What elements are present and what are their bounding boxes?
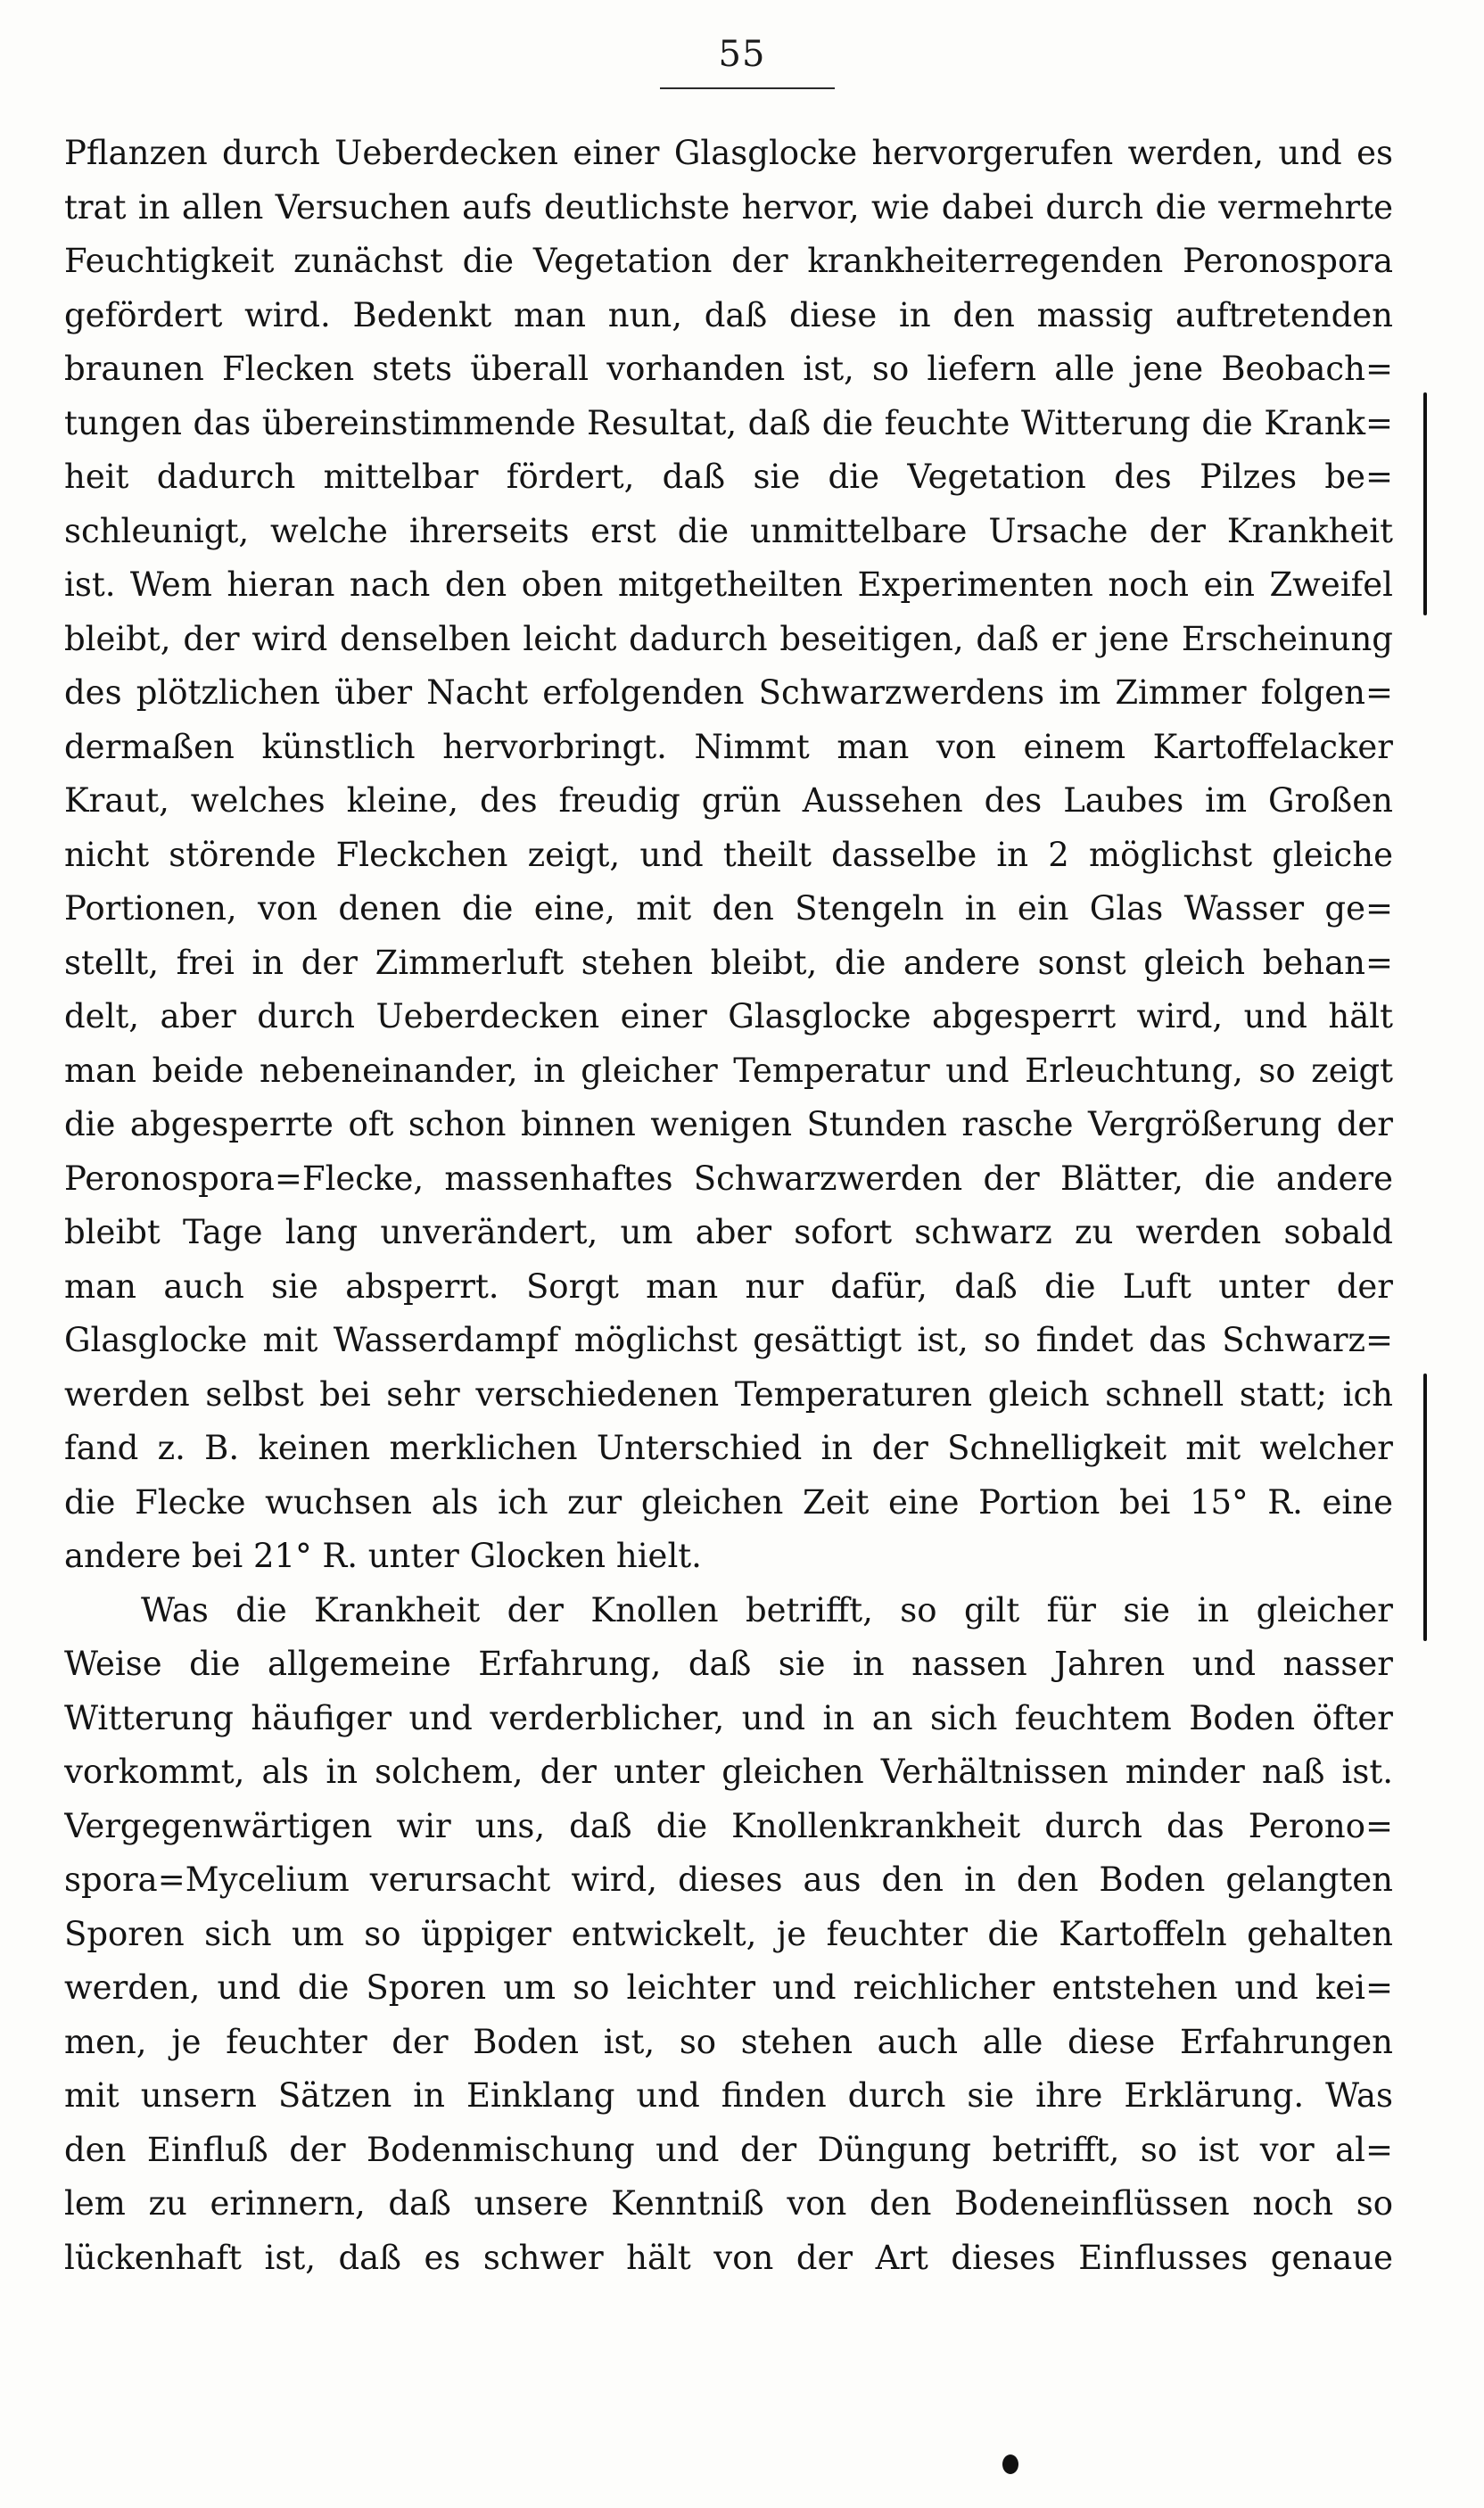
text-line: trat in allen Versuchen aufs deutlichste hervor, wie dabei durch die vermehrte (64, 187, 1393, 227)
text-line: Vergegenwärtigen wir uns, daß die Knollenkrankheit durch das Perono= (64, 1806, 1393, 1845)
paragraph-start-line: Was die Krankheit der Knollen betrifft, so gilt für sie in gleicher (141, 1590, 1393, 1629)
text-line: schleunigt, welche ihrerseits erst die unmittelbare Ursache der Krankheit (64, 511, 1393, 550)
text-line: Weise die allgemeine Erfahrung, daß sie in nassen Jahren und nasser (64, 1645, 1393, 1683)
text-line: Portionen, von denen die eine, mit den Stengeln in ein Glas Wasser ge= (64, 889, 1393, 928)
margin-mark (1423, 1374, 1427, 1641)
text-line: men, je feuchter der Boden ist, so stehen auch alle diese Erfahrungen (64, 2022, 1393, 2061)
text-line: tungen das übereinstimmende Resultat, daß die feuchte Witterung die Krank= (64, 403, 1393, 442)
text-line: werden, und die Sporen um so leichter und reichlicher entstehen und kei= (64, 1968, 1393, 2007)
text-line: des plötzlichen über Nacht erfolgenden Schwarzwerdens im Zimmer folgen= (64, 673, 1393, 712)
text-line: lem zu erinnern, daß unsere Kenntniß von den Bodeneinflüssen noch so (64, 2184, 1393, 2223)
text-line: Pflanzen durch Ueberdecken einer Glasglocke hervorgerufen werden, und es (64, 134, 1393, 172)
text-line: nicht störende Fleckchen zeigt, und theilt dasselbe in 2 möglichst gleiche (64, 835, 1393, 874)
text-line: gefördert wird. Bedenkt man nun, daß diese in den massig auftretenden (64, 295, 1393, 334)
text-line: ist. Wem hieran nach den oben mitgetheilten Experimenten noch ein Zweifel (64, 565, 1393, 604)
margin-mark (1423, 392, 1427, 615)
text-line: Sporen sich um so üppiger entwickelt, je feuchter die Kartoffeln gehalten (64, 1914, 1393, 1953)
text-line: dermaßen künstlich hervorbringt. Nimmt man von einem Kartoffelacker (64, 727, 1393, 766)
page-number: 55 (718, 34, 766, 75)
text-line: fand z. B. keinen merklichen Unterschied in der Schnelligkeit mit welcher (64, 1429, 1393, 1467)
text-line: bleibt, der wird denselben leicht dadurch beseitigen, daß er jene Erscheinung (64, 619, 1393, 658)
text-line: Glasglocke mit Wasserdampf möglichst gesättigt ist, so findet das Schwarz= (64, 1321, 1393, 1359)
header-rule (660, 87, 835, 89)
paragraph-end-line: andere bei 21° R. unter Glocken hielt. (64, 1537, 702, 1575)
text-line: die abgesperrte oft schon binnen wenigen Stunden rasche Vergrößerung der (64, 1105, 1393, 1143)
text-line: den Einfluß der Bodenmischung und der Düngung betrifft, so ist vor al= (64, 2130, 1393, 2169)
text-line: stellt, frei in der Zimmerluft stehen bleibt, die andere sonst gleich behan= (64, 943, 1393, 982)
text-line: Witterung häufiger und verderblicher, und in an sich feuchtem Boden öfter (64, 1698, 1393, 1737)
text-line: man auch sie absperrt. Sorgt man nur dafür, daß die Luft unter der (64, 1266, 1393, 1306)
text-line: delt, aber durch Ueberdecken einer Glasglocke abgesperrt wird, und hält (64, 997, 1393, 1035)
text-line: spora=Mycelium verursacht wird, dieses aus den in den Boden gelangten (64, 1860, 1393, 1899)
text-line: die Flecke wuchsen als ich zur gleichen Zeit eine Portion bei 15° R. eine (64, 1482, 1393, 1522)
text-line: Peronospora=Flecke, massenhaftes Schwarzwerden der Blätter, die andere (64, 1159, 1393, 1198)
text-line: heit dadurch mittelbar fördert, daß sie die Vegetation des Pilzes be= (64, 458, 1393, 496)
ink-blot (1002, 2454, 1018, 2474)
text-line: werden selbst bei sehr verschiedenen Temperaturen gleich schnell statt; ich (64, 1374, 1393, 1414)
text-line: bleibt Tage lang unverändert, um aber sofort schwarz zu werden sobald (64, 1213, 1393, 1251)
text-line: mit unsern Sätzen in Einklang und finden durch sie ihre Erklärung. Was (64, 2076, 1393, 2115)
text-line: braunen Flecken stets überall vorhanden ist, so liefern alle jene Beobach= (64, 350, 1393, 388)
body-text (64, 127, 1393, 2285)
text-line: Feuchtigkeit zunächst die Vegetation der krankheiterregenden Peronospora (64, 242, 1393, 280)
text-line: lückenhaft ist, daß es schwer hält von der Art dieses Einflusses genaue (64, 2238, 1393, 2277)
text-line: Kraut, welches kleine, des freudig grün Aussehen des Laubes im Großen (64, 781, 1393, 820)
text-line: man beide nebeneinander, in gleicher Temperatur und Erleuchtung, so zeigt (64, 1051, 1393, 1090)
text-line: vorkommt, als in solchem, der unter gleichen Verhältnissen minder naß ist. (64, 1753, 1393, 1791)
